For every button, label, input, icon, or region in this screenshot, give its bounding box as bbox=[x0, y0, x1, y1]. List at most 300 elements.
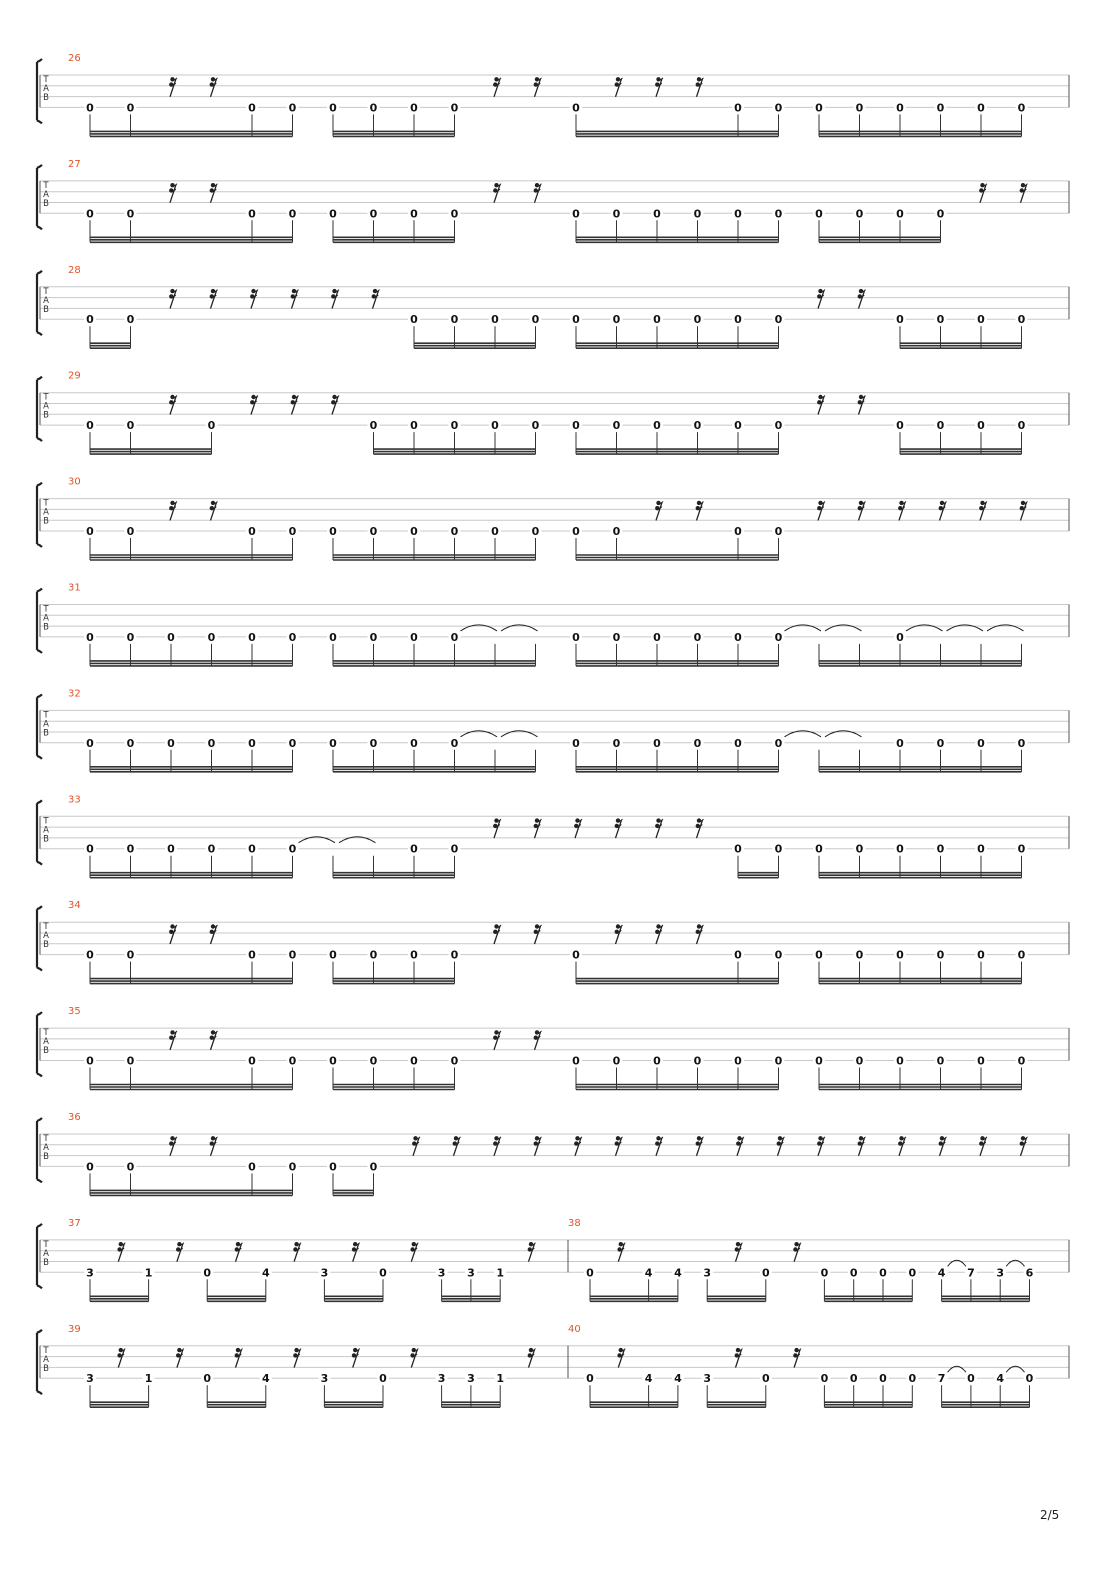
fret-number: 0 bbox=[879, 1372, 887, 1386]
rest-mark bbox=[210, 77, 218, 97]
fret-number: 3 bbox=[467, 1372, 475, 1386]
fret-number: 0 bbox=[379, 1266, 387, 1280]
fret-number: 0 bbox=[977, 948, 985, 962]
rest-mark bbox=[979, 183, 987, 203]
fret-number: 0 bbox=[531, 525, 540, 538]
bar-number: 29 bbox=[68, 370, 81, 382]
fret-number: 0 bbox=[329, 525, 337, 538]
rest-mark bbox=[176, 1242, 184, 1262]
fret-number: 0 bbox=[734, 419, 742, 433]
fret-number: 0 bbox=[369, 1054, 378, 1068]
rest-mark bbox=[528, 1348, 536, 1368]
fret-number: 0 bbox=[86, 101, 94, 115]
bar-number: 32 bbox=[68, 688, 81, 700]
rest-mark bbox=[410, 1348, 418, 1368]
fret-number: 0 bbox=[896, 1054, 904, 1068]
fret-number: 0 bbox=[86, 1054, 94, 1068]
fret-number: 0 bbox=[207, 630, 216, 644]
tab-clef-letter: A bbox=[43, 931, 49, 942]
fret-number: 0 bbox=[450, 207, 459, 221]
fret-number: 3 bbox=[703, 1266, 712, 1280]
fret-number: 0 bbox=[248, 101, 256, 115]
rest-mark bbox=[817, 289, 825, 309]
tab-clef-letter: T bbox=[43, 392, 49, 403]
fret-number: 0 bbox=[329, 1160, 337, 1174]
rest-mark bbox=[291, 289, 299, 309]
fret-number: 0 bbox=[572, 630, 580, 644]
fret-number: 6 bbox=[1025, 1266, 1034, 1280]
rest-mark bbox=[291, 395, 299, 415]
rest-mark bbox=[817, 1136, 825, 1156]
fret-number: 0 bbox=[1017, 313, 1026, 327]
fret-number: 0 bbox=[612, 525, 621, 538]
tab-clef-letter: T bbox=[43, 710, 49, 721]
fret-number: 0 bbox=[572, 525, 580, 538]
fret-number: 0 bbox=[410, 419, 418, 433]
fret-number: 3 bbox=[86, 1266, 94, 1280]
fret-number: 0 bbox=[248, 1054, 256, 1068]
fret-number: 0 bbox=[693, 419, 702, 433]
rest-mark bbox=[453, 1136, 461, 1156]
rest-mark bbox=[169, 501, 177, 521]
fret-number: 0 bbox=[936, 948, 945, 962]
tab-clef-letter: A bbox=[43, 613, 49, 624]
tab-clef-letter: T bbox=[43, 75, 49, 85]
rest-mark bbox=[696, 818, 704, 838]
fret-number: 0 bbox=[855, 207, 864, 221]
fret-number: 0 bbox=[126, 630, 135, 644]
fret-number: 0 bbox=[207, 736, 216, 750]
fret-number: 0 bbox=[1017, 736, 1026, 750]
fret-number: 0 bbox=[86, 842, 94, 856]
fret-number: 0 bbox=[977, 419, 985, 433]
fret-number: 0 bbox=[653, 313, 661, 327]
fret-number: 0 bbox=[1017, 1054, 1026, 1068]
fret-number: 0 bbox=[855, 101, 864, 115]
rest-mark bbox=[210, 924, 218, 944]
fret-number: 0 bbox=[86, 419, 94, 433]
fret-number: 4 bbox=[261, 1372, 270, 1386]
tab-clef-letter: B bbox=[43, 410, 49, 421]
fret-number: 0 bbox=[612, 419, 621, 433]
fret-number: 0 bbox=[126, 101, 135, 115]
fret-number: 0 bbox=[450, 101, 459, 115]
fret-number: 0 bbox=[450, 313, 459, 327]
fret-number: 0 bbox=[653, 736, 661, 750]
fret-number: 0 bbox=[896, 948, 904, 962]
bar-number: 31 bbox=[68, 582, 81, 594]
fret-number: 0 bbox=[734, 101, 742, 115]
tab-clef-letter: T bbox=[43, 498, 49, 509]
rest-mark bbox=[412, 1136, 420, 1156]
fret-number: 0 bbox=[1017, 101, 1026, 115]
fret-number: 0 bbox=[450, 736, 459, 750]
rest-mark bbox=[534, 1030, 542, 1050]
rest-mark bbox=[534, 818, 542, 838]
rest-mark bbox=[777, 1136, 785, 1156]
fret-number: 4 bbox=[937, 1266, 946, 1280]
rest-mark bbox=[169, 289, 177, 309]
fret-number: 0 bbox=[126, 525, 135, 538]
rest-mark bbox=[534, 1136, 542, 1156]
rest-mark bbox=[331, 395, 339, 415]
bar-number: 27 bbox=[68, 158, 81, 170]
fret-number: 0 bbox=[248, 948, 256, 962]
fret-number: 0 bbox=[288, 948, 297, 962]
fret-number: 0 bbox=[288, 1160, 297, 1174]
rest-mark bbox=[493, 1030, 501, 1050]
fret-number: 0 bbox=[849, 1266, 858, 1280]
rest-mark bbox=[176, 1348, 184, 1368]
fret-number: 0 bbox=[586, 1266, 594, 1280]
rest-mark bbox=[858, 501, 866, 521]
rest-mark bbox=[117, 1348, 125, 1368]
fret-number: 0 bbox=[450, 1054, 459, 1068]
fret-number: 0 bbox=[653, 207, 661, 221]
fret-number: 0 bbox=[369, 1160, 378, 1174]
bar-number: 34 bbox=[68, 900, 81, 912]
fret-number: 0 bbox=[86, 1160, 94, 1174]
fret-number: 0 bbox=[1017, 948, 1026, 962]
fret-number: 0 bbox=[774, 736, 783, 750]
rest-mark bbox=[210, 1136, 218, 1156]
rest-mark bbox=[793, 1242, 801, 1262]
fret-number: 0 bbox=[450, 948, 459, 962]
bar-number: 38 bbox=[568, 1217, 581, 1229]
rest-mark bbox=[696, 1136, 704, 1156]
bar-number: 33 bbox=[68, 794, 81, 806]
rest-mark bbox=[331, 289, 339, 309]
rest-mark bbox=[615, 77, 623, 97]
tab-clef-letter: B bbox=[43, 1046, 49, 1057]
fret-number: 0 bbox=[936, 313, 945, 327]
fret-number: 0 bbox=[410, 948, 418, 962]
fret-number: 0 bbox=[369, 207, 378, 221]
fret-number: 0 bbox=[879, 1266, 887, 1280]
fret-number: 0 bbox=[450, 525, 459, 538]
rest-mark bbox=[655, 1136, 663, 1156]
fret-number: 0 bbox=[936, 842, 945, 856]
fret-number: 0 bbox=[761, 1372, 770, 1386]
rest-mark bbox=[858, 289, 866, 309]
bar-number: 30 bbox=[68, 476, 81, 488]
fret-number: 0 bbox=[450, 842, 459, 856]
fret-number: 0 bbox=[1017, 842, 1026, 856]
fret-number: 0 bbox=[126, 1160, 135, 1174]
fret-number: 0 bbox=[369, 419, 378, 433]
tab-clef-letter: B bbox=[43, 516, 49, 527]
rest-mark bbox=[858, 1136, 866, 1156]
fret-number: 0 bbox=[653, 419, 661, 433]
rest-mark bbox=[736, 1136, 744, 1156]
tab-clef-letter: A bbox=[43, 719, 49, 730]
rest-mark bbox=[493, 924, 501, 944]
fret-number: 0 bbox=[167, 842, 175, 856]
rest-mark bbox=[939, 1136, 947, 1156]
rest-mark bbox=[169, 924, 177, 944]
fret-number: 0 bbox=[126, 948, 135, 962]
fret-number: 0 bbox=[734, 948, 742, 962]
tab-clef-letter: B bbox=[43, 1152, 49, 1162]
fret-number: 0 bbox=[203, 1266, 212, 1280]
fret-number: 0 bbox=[761, 1266, 770, 1280]
tab-clef-letter: B bbox=[43, 304, 49, 315]
fret-number: 0 bbox=[126, 842, 135, 856]
rest-mark bbox=[169, 77, 177, 97]
tab-clef-letter: T bbox=[43, 604, 49, 615]
rest-mark bbox=[293, 1348, 301, 1368]
fret-number: 0 bbox=[410, 101, 418, 115]
fret-number: 0 bbox=[248, 1160, 256, 1174]
fret-number: 1 bbox=[144, 1266, 153, 1280]
fret-number: 0 bbox=[207, 419, 216, 433]
fret-number: 0 bbox=[167, 736, 175, 750]
tab-clef-letter: B bbox=[43, 198, 49, 209]
rest-mark bbox=[117, 1242, 125, 1262]
fret-number: 0 bbox=[572, 207, 580, 221]
fret-number: 0 bbox=[248, 630, 256, 644]
fret-number: 7 bbox=[967, 1266, 975, 1280]
tab-clef-letter: T bbox=[43, 1239, 49, 1250]
rest-mark bbox=[169, 183, 177, 203]
fret-number: 0 bbox=[815, 1054, 823, 1068]
fret-number: 0 bbox=[369, 736, 378, 750]
rest-mark bbox=[793, 1348, 801, 1368]
fret-number: 0 bbox=[329, 101, 337, 115]
rest-mark bbox=[1020, 501, 1028, 521]
fret-number: 0 bbox=[896, 207, 904, 221]
fret-number: 0 bbox=[977, 842, 985, 856]
fret-number: 0 bbox=[977, 1054, 985, 1068]
fret-number: 1 bbox=[496, 1372, 505, 1386]
fret-number: 0 bbox=[734, 525, 742, 538]
fret-number: 0 bbox=[586, 1372, 594, 1386]
fret-number: 0 bbox=[936, 1054, 945, 1068]
fret-number: 0 bbox=[977, 101, 985, 115]
tab-clef-letter: A bbox=[43, 825, 49, 836]
rest-mark bbox=[235, 1242, 243, 1262]
tab-clef-letter: A bbox=[43, 189, 49, 200]
tab-clef-letter: T bbox=[43, 180, 49, 191]
fret-number: 0 bbox=[815, 101, 823, 115]
bar-number: 40 bbox=[568, 1323, 581, 1335]
fret-number: 0 bbox=[936, 419, 945, 433]
fret-number: 0 bbox=[329, 736, 337, 750]
rest-mark bbox=[817, 501, 825, 521]
rest-mark bbox=[1020, 1136, 1028, 1156]
rest-mark bbox=[615, 924, 623, 944]
fret-number: 0 bbox=[693, 313, 702, 327]
rest-mark bbox=[250, 289, 258, 309]
rest-mark bbox=[528, 1242, 536, 1262]
fret-number: 0 bbox=[612, 630, 621, 644]
tab-clef-letter: T bbox=[43, 816, 49, 827]
rest-mark bbox=[939, 501, 947, 521]
fret-number: 0 bbox=[693, 1054, 702, 1068]
fret-number: 0 bbox=[815, 842, 823, 856]
fret-number: 0 bbox=[369, 948, 378, 962]
fret-number: 0 bbox=[855, 1054, 864, 1068]
rest-mark bbox=[210, 289, 218, 309]
tab-clef-letter: B bbox=[43, 1257, 49, 1268]
fret-number: 0 bbox=[896, 630, 904, 644]
fret-number: 4 bbox=[644, 1372, 653, 1386]
fret-number: 0 bbox=[849, 1372, 858, 1386]
fret-number: 0 bbox=[774, 101, 783, 115]
rest-mark bbox=[534, 924, 542, 944]
fret-number: 0 bbox=[967, 1372, 975, 1386]
fret-number: 0 bbox=[86, 207, 94, 221]
fret-number: 0 bbox=[908, 1372, 917, 1386]
fret-number: 0 bbox=[896, 842, 904, 856]
fret-number: 0 bbox=[774, 313, 783, 327]
fret-number: 0 bbox=[288, 630, 297, 644]
fret-number: 0 bbox=[734, 842, 742, 856]
fret-number: 0 bbox=[855, 842, 864, 856]
fret-number: 0 bbox=[612, 1054, 621, 1068]
rest-mark bbox=[169, 1136, 177, 1156]
fret-number: 0 bbox=[896, 419, 904, 433]
rest-mark bbox=[210, 1030, 218, 1050]
fret-number: 0 bbox=[815, 948, 823, 962]
rest-mark bbox=[493, 1136, 501, 1156]
fret-number: 0 bbox=[820, 1372, 829, 1386]
fret-number: 0 bbox=[693, 207, 702, 221]
fret-number: 0 bbox=[86, 313, 94, 327]
fret-number: 0 bbox=[369, 525, 378, 538]
fret-number: 0 bbox=[774, 842, 783, 856]
rest-mark bbox=[493, 77, 501, 97]
fret-number: 4 bbox=[674, 1372, 682, 1386]
fret-number: 0 bbox=[329, 207, 337, 221]
tab-clef-letter: B bbox=[43, 1363, 49, 1374]
tab-clef-letter: T bbox=[43, 922, 49, 933]
fret-number: 0 bbox=[126, 207, 135, 221]
fret-number: 4 bbox=[674, 1266, 682, 1280]
fret-number: 3 bbox=[703, 1372, 712, 1386]
tab-clef-letter: B bbox=[43, 93, 49, 103]
fret-number: 0 bbox=[820, 1266, 829, 1280]
rest-mark bbox=[493, 183, 501, 203]
rest-mark bbox=[655, 77, 663, 97]
fret-number: 0 bbox=[248, 525, 256, 538]
rest-mark bbox=[410, 1242, 418, 1262]
fret-number: 0 bbox=[379, 1372, 387, 1386]
fret-number: 3 bbox=[86, 1372, 94, 1386]
fret-number: 3 bbox=[320, 1266, 329, 1280]
fret-number: 0 bbox=[572, 313, 580, 327]
fret-number: 0 bbox=[855, 948, 864, 962]
fret-number: 0 bbox=[572, 948, 580, 962]
fret-number: 3 bbox=[996, 1266, 1005, 1280]
fret-number: 0 bbox=[248, 207, 256, 221]
fret-number: 0 bbox=[207, 842, 216, 856]
fret-number: 0 bbox=[734, 207, 742, 221]
bar-number: 37 bbox=[68, 1217, 81, 1229]
fret-number: 0 bbox=[612, 207, 621, 221]
fret-number: 0 bbox=[693, 630, 702, 644]
fret-number: 0 bbox=[450, 419, 459, 433]
fret-number: 4 bbox=[996, 1372, 1005, 1386]
fret-number: 0 bbox=[288, 1054, 297, 1068]
tab-clef-letter: A bbox=[43, 1354, 49, 1365]
rest-mark bbox=[534, 183, 542, 203]
tab-clef-letter: B bbox=[43, 940, 49, 951]
fret-number: 0 bbox=[450, 630, 459, 644]
rest-mark bbox=[817, 395, 825, 415]
fret-number: 0 bbox=[531, 313, 540, 327]
fret-number: 0 bbox=[734, 736, 742, 750]
fret-number: 0 bbox=[410, 842, 418, 856]
fret-number: 0 bbox=[288, 736, 297, 750]
tab-clef-letter: A bbox=[43, 401, 49, 412]
fret-number: 0 bbox=[369, 630, 378, 644]
fret-number: 1 bbox=[496, 1266, 505, 1280]
rest-mark bbox=[293, 1242, 301, 1262]
rest-mark bbox=[534, 77, 542, 97]
fret-number: 0 bbox=[815, 207, 823, 221]
fret-number: 0 bbox=[1017, 419, 1026, 433]
rest-mark bbox=[169, 395, 177, 415]
fret-number: 3 bbox=[437, 1266, 446, 1280]
fret-number: 0 bbox=[86, 736, 94, 750]
fret-number: 0 bbox=[410, 736, 418, 750]
fret-number: 0 bbox=[491, 313, 499, 327]
fret-number: 0 bbox=[288, 207, 297, 221]
fret-number: 0 bbox=[86, 525, 94, 538]
fret-number: 0 bbox=[774, 419, 783, 433]
fret-number: 0 bbox=[653, 630, 661, 644]
rest-mark bbox=[617, 1242, 625, 1262]
bar-number: 28 bbox=[68, 264, 81, 276]
fret-number: 0 bbox=[896, 101, 904, 115]
fret-number: 0 bbox=[369, 101, 378, 115]
fret-number: 0 bbox=[612, 736, 621, 750]
fret-number: 0 bbox=[896, 736, 904, 750]
fret-number: 0 bbox=[491, 419, 499, 433]
fret-number: 0 bbox=[329, 630, 337, 644]
tab-clef-letter: T bbox=[43, 286, 49, 297]
fret-number: 0 bbox=[653, 1054, 661, 1068]
fret-number: 0 bbox=[288, 842, 297, 856]
fret-number: 0 bbox=[126, 419, 135, 433]
fret-number: 0 bbox=[572, 1054, 580, 1068]
rest-mark bbox=[574, 818, 582, 838]
bar-number: 26 bbox=[68, 53, 81, 64]
fret-number: 0 bbox=[288, 525, 297, 538]
rest-mark bbox=[696, 77, 704, 97]
fret-number: 0 bbox=[126, 1054, 135, 1068]
fret-number: 0 bbox=[1025, 1372, 1034, 1386]
fret-number: 0 bbox=[410, 207, 418, 221]
fret-number: 0 bbox=[572, 419, 580, 433]
tab-clef-letter: A bbox=[43, 507, 49, 518]
rest-mark bbox=[696, 501, 704, 521]
tab-clef-letter: B bbox=[43, 834, 49, 845]
fret-number: 0 bbox=[86, 948, 94, 962]
page-number: 2/5 bbox=[1040, 1508, 1060, 1522]
fret-number: 0 bbox=[734, 630, 742, 644]
fret-number: 0 bbox=[288, 101, 297, 115]
rest-mark bbox=[372, 289, 380, 309]
rest-mark bbox=[979, 1136, 987, 1156]
fret-number: 0 bbox=[612, 313, 621, 327]
rest-mark bbox=[655, 924, 663, 944]
rest-mark bbox=[617, 1348, 625, 1368]
rest-mark bbox=[898, 501, 906, 521]
fret-number: 3 bbox=[437, 1372, 446, 1386]
fret-number: 0 bbox=[126, 736, 135, 750]
